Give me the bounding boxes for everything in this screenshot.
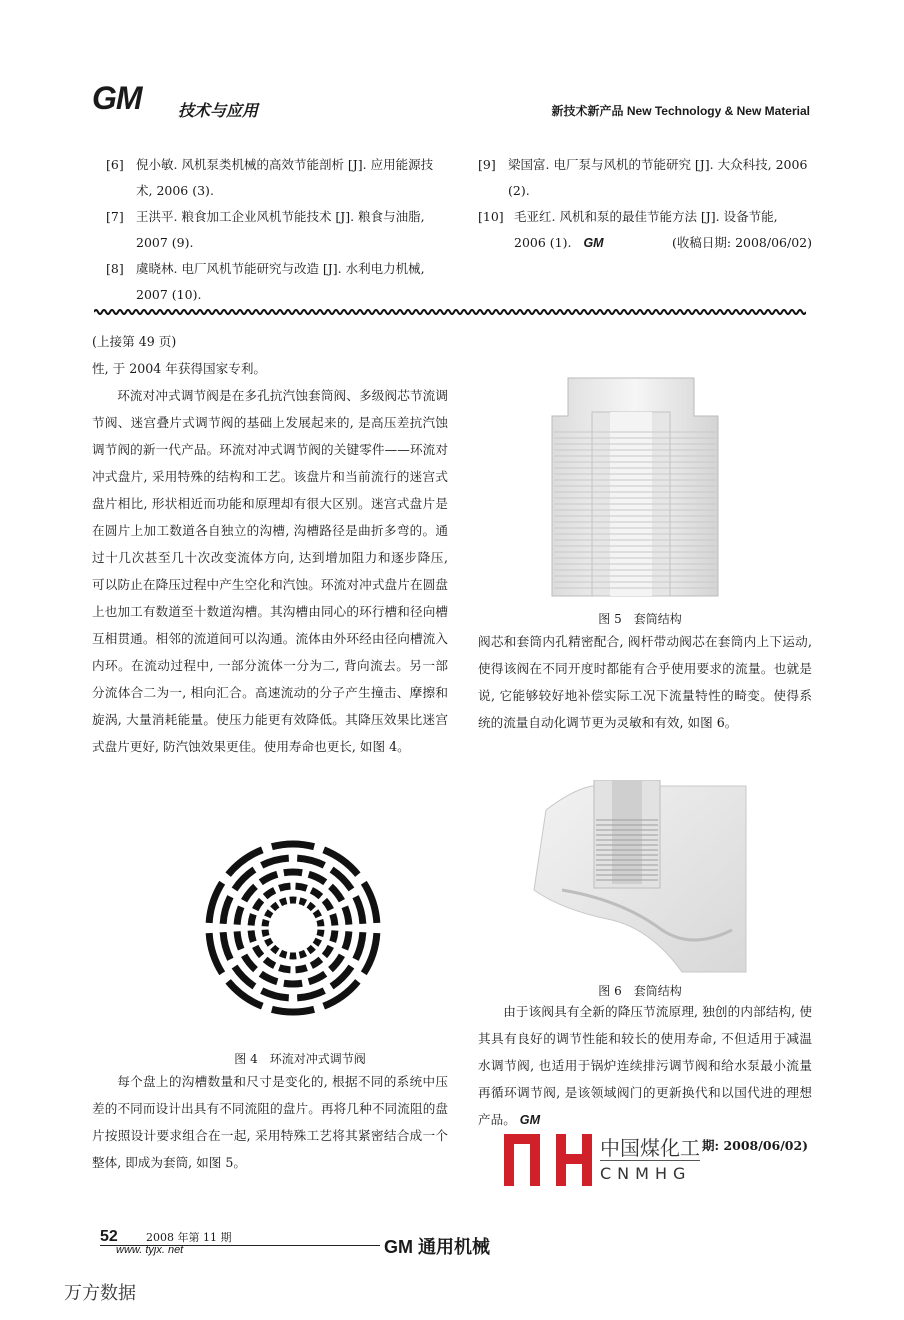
ring-segment [251, 931, 253, 942]
ring-segment [324, 946, 330, 955]
ring-segment [333, 914, 335, 925]
logo-bar [504, 1134, 534, 1144]
ring-segment [261, 974, 278, 982]
ring-segment [265, 930, 266, 936]
ring-segment [311, 959, 320, 965]
ring-segment [262, 858, 289, 865]
header-section-title: 技术与应用 [178, 101, 259, 120]
figure-4-disc [203, 838, 383, 1018]
ring-segment [356, 897, 363, 924]
ring-segment [297, 991, 324, 998]
ring-segment [320, 920, 321, 926]
right-column-middle [478, 628, 812, 736]
ring-segment [315, 939, 318, 945]
ring-segment [296, 886, 307, 888]
figure-5-caption: 图 5 套筒结构 [598, 612, 682, 626]
figure-6-caption: 图 6 套筒结构 [598, 984, 682, 998]
ring-segment [267, 939, 270, 945]
paragraph: 每个盘上的沟槽数量和尺寸是变化的, 根据不同的系统中压差的不同而设计出具有不同流阻的盘片。再将几种不同流阻的盘片按照设计要求组合在一起, 采用特殊工艺将其紧密结合成一个整体, 即成为套筒, 如图 5。 [92, 1074, 448, 1170]
ring-segment [209, 883, 222, 923]
ring-segment [315, 911, 318, 917]
watermark-rule [600, 1160, 700, 1161]
reference-text: 虞晓林. 电厂风机节能研究与改造 [J]. 水利电力机械, 2007 (10). [136, 261, 425, 302]
ring-segment [308, 905, 313, 909]
ring-segment [324, 900, 330, 909]
ring-segment [262, 991, 289, 998]
ring-segment [244, 886, 255, 900]
ring-segment [330, 886, 341, 900]
ring-segment [273, 947, 278, 951]
paragraph: 环流对冲式调节阀是在多孔抗汽蚀套筒阀、多级阀芯节流调节阀、迷宫叠片式调节阀的基础上发展起来的, 是高压差抗汽蚀调节阀的新一代产品。环流对冲式调节阀的关键零件——环流对冲式盘片, 采用特殊的结构和工艺。该盘片和当前流行的迷宫式盘片相比, 形状相近而功能和原理却有很大区别。迷宫式盘片是在圆片上加工数道各自独立的沟槽, 沟槽路径是曲折多弯的。通过十几次甚至几十次改变流体方向, 达到增加阻力和逐步降压, 可以防止在降压过程中产生空化和汽蚀。环流对冲式盘片在圆盘上也加工有数道至十数道沟槽。其沟槽由同心的环行槽和径向槽互相贯通。相邻的流道间可以沟通。流体由外环经由径向槽流入内环。在流动过程中, 一部分流体一分为二, 背向流去。另一部分流体合二为一, 相向汇合。高速流动的分子产生撞击、摩擦和旋涡, 大量消耗能量。使压力能更有效降低。其降压效果比迷宫式盘片更好, 防汽蚀效果更佳。使用寿命也更长, 如图 4。 [92, 388, 448, 754]
reference-number: [8] [106, 261, 124, 276]
paragraph: 阀芯和套筒内孔精密配合, 阀杆带动阀芯在套筒内上下运动, 使得该阀在不同开度时都能有合乎使用要求的流量。也就是说, 它能够较好地补偿实际工况下流量特性的畸变。使得系统的流量自动化调节更为灵敏和有效, 如图 6。 [478, 634, 812, 730]
paragraph-text: 由于该阀具有全新的降压节流原理, 独创的内部结构, 使其具有良好的调节性能和较长的使用寿命, 不但适用于减温水调节阀, 也适用于锅炉连续排污调节阀和给水泵最小流量再循环调节阀, 是该领域阀门的更新换代和以国代进的理想产品。 [478, 1004, 812, 1127]
ring-segment [228, 981, 262, 1006]
ring-segment [223, 932, 230, 959]
watermark-cn-text: 中国煤化工 [600, 1136, 700, 1160]
ring-segment [228, 850, 262, 875]
ring-segment [251, 914, 253, 925]
ring-segment [279, 968, 290, 970]
ring-segment [330, 955, 341, 969]
ring-segment [296, 968, 307, 970]
figure-6-valve [532, 780, 748, 976]
reference-text: 倪小敏. 风机泵类机械的高效节能剖析 [J]. 应用能源技术, 2006 (3). [136, 157, 434, 198]
footer-url: www. tyjx. net [116, 1244, 184, 1256]
references-left [106, 152, 448, 308]
ring-segment [272, 1009, 314, 1012]
right-column-bottom [478, 998, 812, 1134]
reference-item [478, 152, 812, 204]
ring-segment [265, 920, 266, 926]
footer-brand: GM 通用机械 [384, 1237, 490, 1257]
reference-number: [9] [478, 157, 496, 172]
ring-segment [284, 983, 302, 984]
ring-segment [209, 933, 222, 973]
ring-segment [237, 931, 241, 949]
ring-segment [345, 931, 349, 949]
ring-segment [309, 974, 326, 982]
references-right [478, 152, 812, 256]
ring-segment [265, 959, 274, 965]
cnmhg-logo-icon [500, 1130, 596, 1190]
reference-number: [7] [106, 209, 124, 224]
ring-segment [261, 874, 278, 882]
reference-number: [10] [478, 209, 504, 224]
reference-item [106, 256, 448, 308]
ring-segment [364, 883, 377, 923]
reference-item [106, 204, 448, 256]
header-column-title: 新技术新产品 New Technology & New Material [551, 104, 810, 118]
left-column-bottom [92, 1068, 448, 1176]
reference-text [514, 204, 812, 256]
watermark-trailing-date: 期: 2008/06/02) [702, 1138, 809, 1153]
header-logo: GM [92, 80, 142, 116]
ring-segment [280, 901, 286, 903]
ring-segment [333, 931, 335, 942]
reference-text-body: 毛亚红. 风机和泵的最佳节能方法 [J]. 设备节能, 2006 (1). [514, 209, 778, 250]
ring-segment [308, 947, 313, 951]
page-number: 52 [100, 1228, 118, 1245]
watermark-en-text: CNMHG [600, 1164, 692, 1183]
ring-segment [311, 890, 320, 896]
ring-segment [265, 890, 274, 896]
ring-segment [272, 844, 314, 847]
reference-text: 梁国富. 电厂泵与风机的节能研究 [J]. 大众科技, 2006 (2). [508, 157, 808, 198]
received-date: (收稿日期: 2008/06/02) [672, 235, 812, 250]
reference-item [106, 152, 448, 204]
reference-number: [6] [106, 157, 124, 172]
ring-segment [300, 901, 306, 903]
ring-segment [244, 955, 255, 969]
ring-segment [345, 907, 349, 925]
logo-bar [556, 1154, 592, 1164]
ring-segment [284, 872, 302, 873]
ring-segment [356, 932, 363, 959]
ring-segment [279, 886, 290, 888]
ring-segment [237, 907, 241, 925]
logo-bar [530, 1134, 540, 1186]
reference-item [478, 204, 812, 256]
ring-segment [324, 850, 358, 875]
ring-segment [267, 911, 270, 917]
ring-segment [223, 897, 230, 924]
paragraph: 性, 于 2004 年获得国家专利。 [92, 361, 267, 376]
reference-text: 王洪平. 粮食加工企业风机节能技术 [J]. 粮食与油脂, 2007 (9). [136, 209, 425, 250]
gm-end-mark: GM [519, 1113, 541, 1127]
ring-segment [255, 946, 261, 955]
ring-segment [273, 905, 278, 909]
ring-segment [255, 900, 261, 909]
ring-segment [324, 981, 358, 1006]
ring-segment [297, 858, 324, 865]
paragraph [478, 998, 812, 1134]
wanfang-watermark: 万方数据 [64, 1283, 136, 1304]
ring-segment [320, 930, 321, 936]
ring-segment [364, 933, 377, 973]
ring-segment [300, 953, 306, 955]
issue-label: 2008 年第 11 期 [146, 1231, 232, 1244]
ring-segment [309, 874, 326, 882]
ring-segment [280, 953, 286, 955]
gm-mark: GM [583, 236, 604, 250]
figure-5-sleeve [548, 372, 728, 604]
wavy-divider [94, 306, 806, 318]
continued-note: (上接第 49 页) [92, 334, 177, 349]
figure-4-caption: 图 4 环流对冲式调节阀 [234, 1052, 366, 1066]
left-column-top [92, 328, 448, 760]
